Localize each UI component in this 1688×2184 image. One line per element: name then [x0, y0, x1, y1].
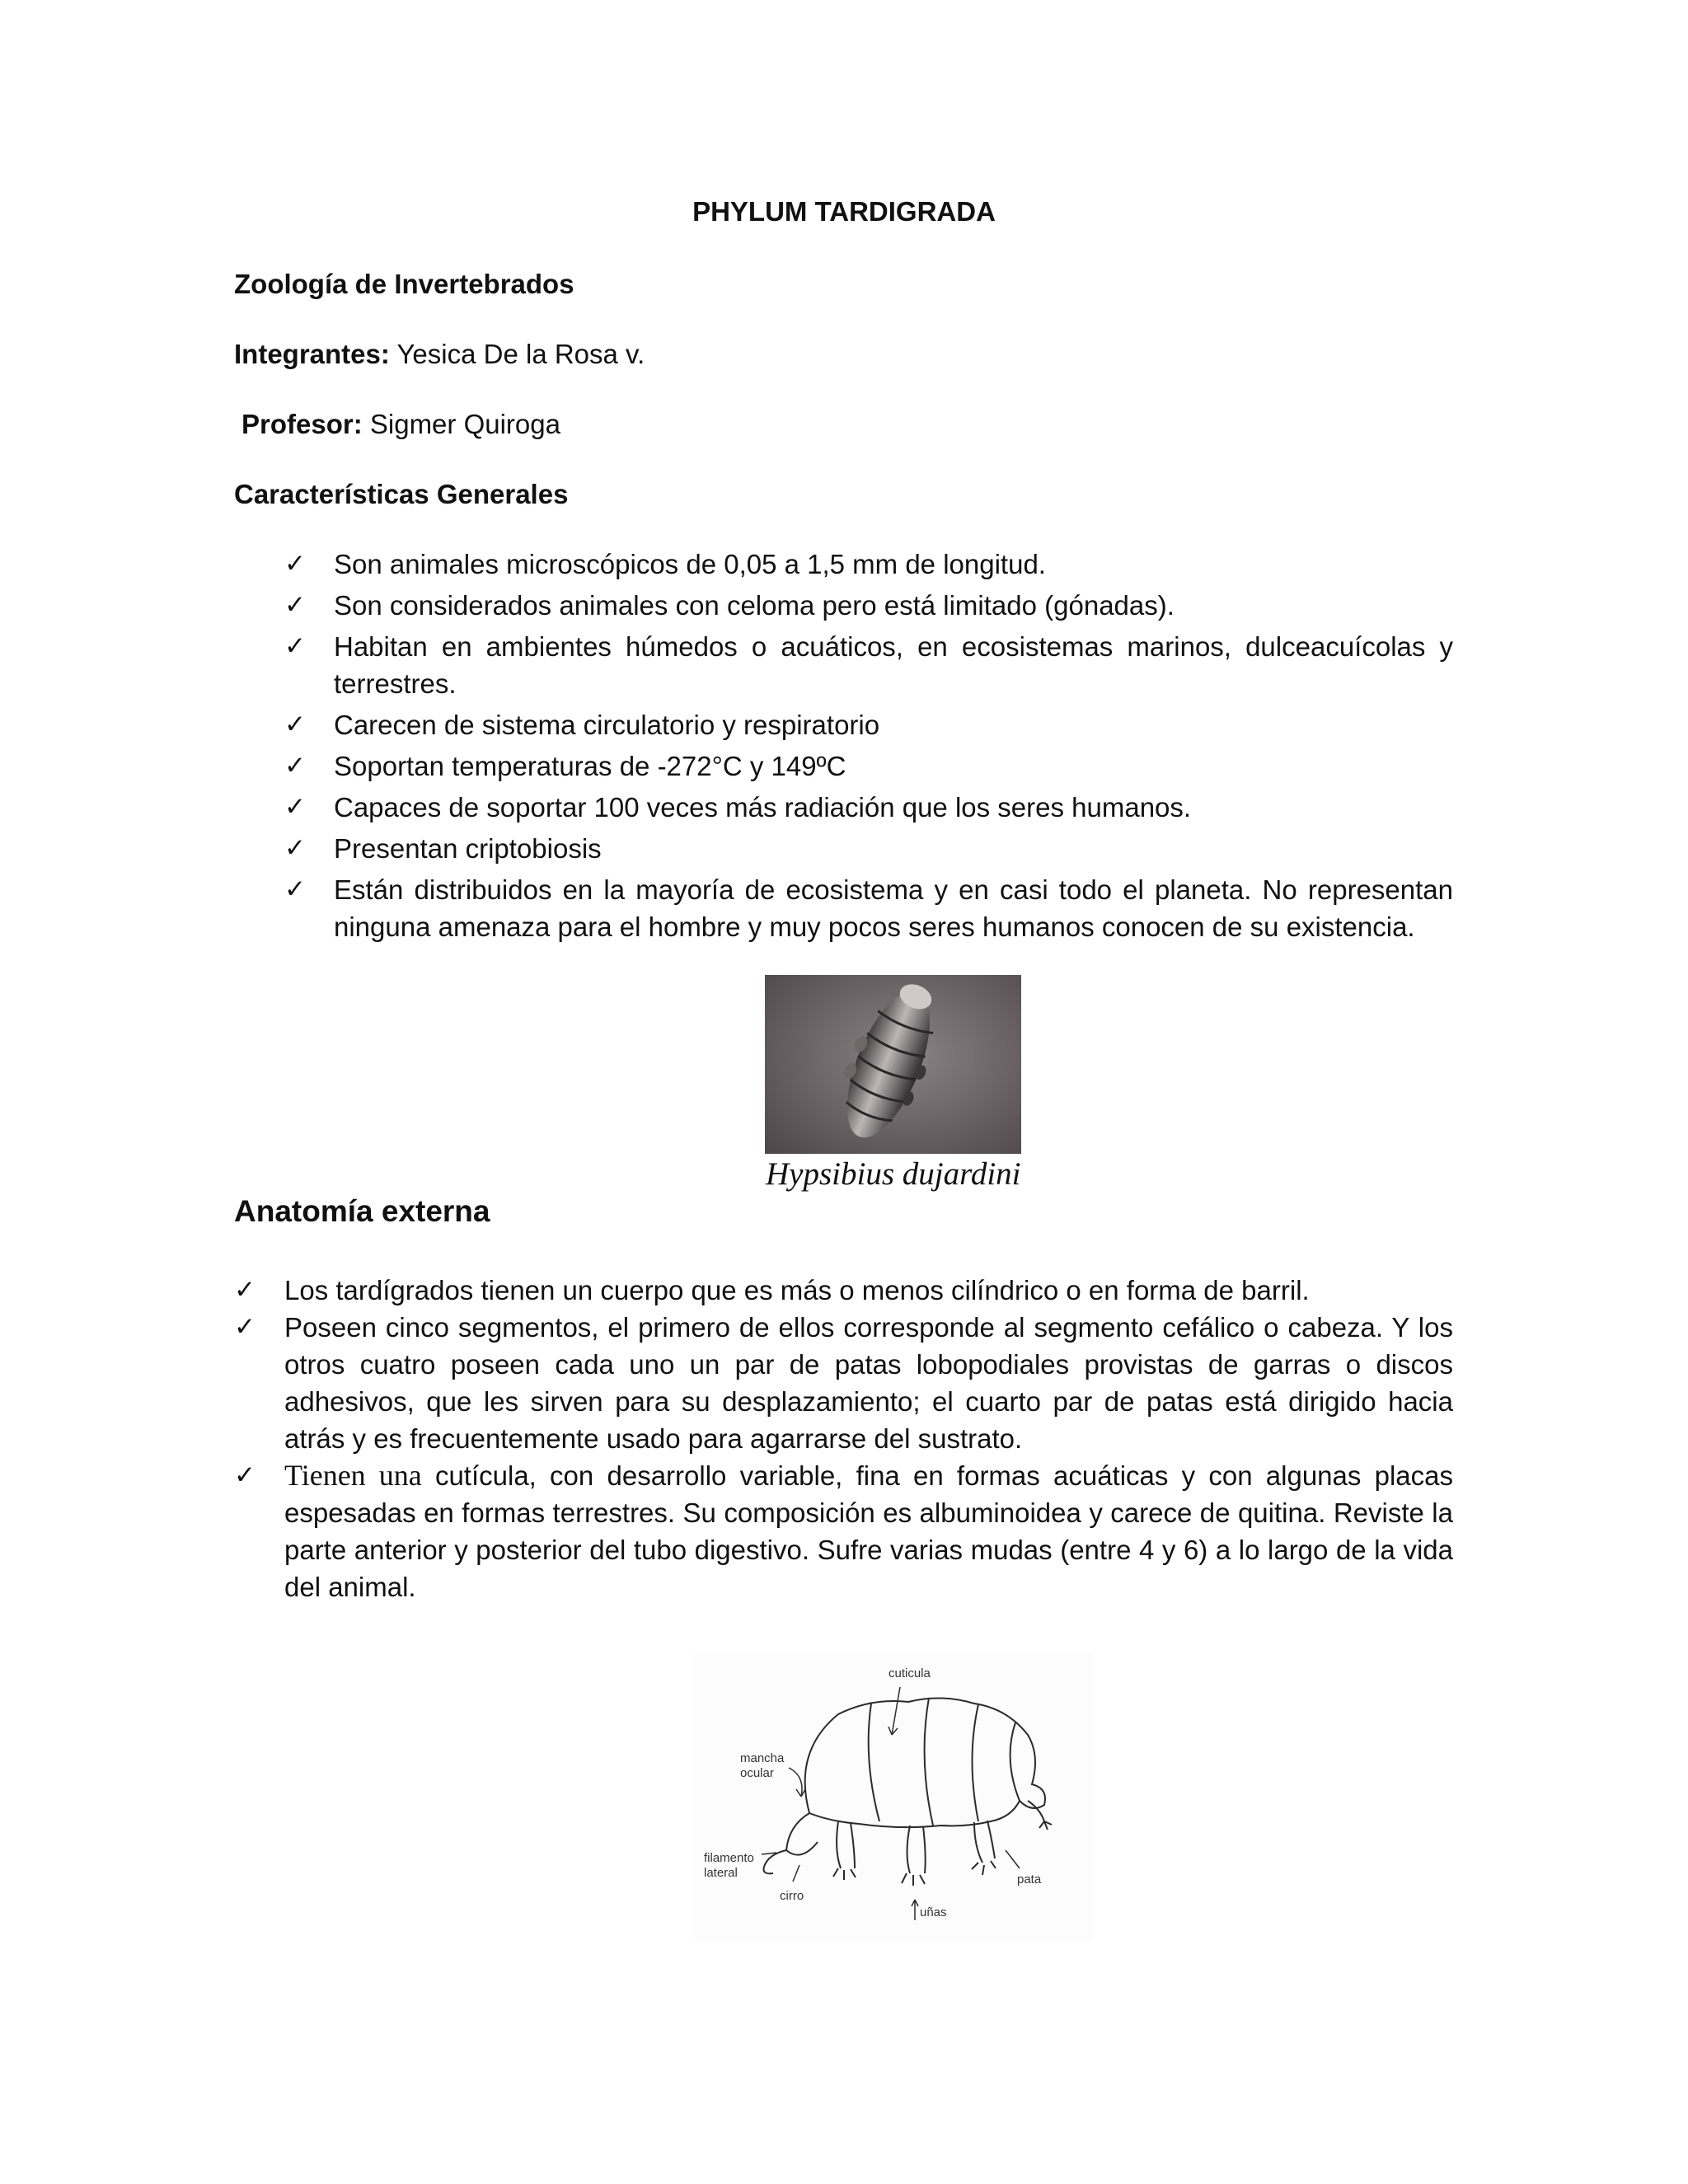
check-icon: ✓ — [284, 590, 306, 620]
check-icon: ✓ — [284, 874, 306, 904]
label-lateral: lateral — [704, 1866, 738, 1880]
tardigrade-anatomy-diagram — [694, 1652, 1093, 1941]
check-icon: ✓ — [234, 1460, 256, 1490]
label-mancha: mancha — [740, 1751, 785, 1765]
professor-line — [241, 405, 560, 443]
label-cirro: cirro — [780, 1889, 804, 1903]
professor-label: Profesor: — [241, 409, 363, 439]
check-icon: ✓ — [234, 1312, 256, 1342]
list-item: ✓ Carecen de sistema circulatorio y respiratorio — [334, 706, 1453, 743]
check-icon: ✓ — [234, 1275, 256, 1305]
course-name: Zoología de Invertebrados — [234, 269, 574, 299]
members-value: Yesica De la Rosa v. — [396, 339, 645, 369]
check-icon: ✓ — [284, 751, 306, 780]
check-icon: ✓ — [284, 631, 306, 661]
list-item: ✓ Están distribuidos en la mayoría de ecosistema y en casi todo el planeta. No representan ninguna amenaza para el hombre y muy pocos seres humanos conocen de su existencia. — [334, 871, 1453, 945]
list-item: ✓ Soportan temperaturas de -272°C y 149ºC — [334, 748, 1453, 785]
photo-caption: Hypsibius dujardini — [766, 1156, 1021, 1192]
list-item: ✓ Los tardígrados tienen un cuerpo que es más o menos cilíndrico o en forma de barril. — [284, 1272, 1453, 1309]
list-item: ✓ Son considerados animales con celoma pero está limitado (gónadas). — [334, 587, 1453, 624]
check-icon: ✓ — [284, 549, 306, 579]
label-cuticula: cuticula — [889, 1666, 931, 1680]
members-line — [234, 335, 645, 373]
general-characteristics-list — [284, 546, 1453, 949]
list-item — [234, 1457, 1453, 1605]
label-unas: uñas — [920, 1905, 947, 1919]
document-title: PHYLUM TARDIGRADA — [692, 196, 996, 227]
external-anatomy-list — [234, 1272, 1453, 1605]
members-label: Integrantes: — [234, 339, 390, 369]
check-icon: ✓ — [284, 833, 306, 863]
list-item: ✓ Habitan en ambientes húmedos o acuáticos, en ecosistemas marinos, dulceacuícolas y terrestres. — [334, 628, 1453, 702]
item3-rest: cutícula, con desarrollo variable, fina en formas acuáticas y con algunas placas espesadas en formas terrestres. Su composición es albuminoidea y carece de quitina. Reviste la parte anterior y posterior del tubo digestivo. Sufre varias mudas (entre 4 y 6) a lo largo de la vida del animal. — [284, 1460, 1453, 1602]
label-pata: pata — [1017, 1872, 1042, 1886]
list-item: ✓ Capaces de soportar 100 veces más radiación que los seres humanos. — [334, 789, 1453, 826]
tardigrade-photo — [765, 975, 1021, 1154]
external-anatomy-heading: Anatomía externa — [234, 1194, 490, 1228]
check-icon: ✓ — [284, 710, 306, 739]
item3-lead: Tienen una — [284, 1459, 422, 1492]
list-item: ✓ Poseen cinco segmentos, el primero de ellos corresponde al segmento cefálico o cabeza. Y los otros cuatro poseen cada uno un par de patas lobopodiales provistas de garras o discos adhesivos, que les sirven para su desplazamiento; el cuarto par de patas está dirigido hacia atrás y es frecuentemente usado para agarrarse del sustrato. — [284, 1309, 1453, 1457]
label-ocular: ocular — [740, 1766, 774, 1780]
general-heading: Características Generales — [234, 479, 569, 509]
check-icon: ✓ — [284, 792, 306, 822]
list-item: ✓ Presentan criptobiosis — [334, 830, 1453, 867]
list-item: ✓ Son animales microscópicos de 0,05 a 1,5 mm de longitud. — [334, 546, 1453, 583]
label-filamento: filamento — [704, 1851, 754, 1865]
professor-value: Sigmer Quiroga — [369, 409, 560, 439]
